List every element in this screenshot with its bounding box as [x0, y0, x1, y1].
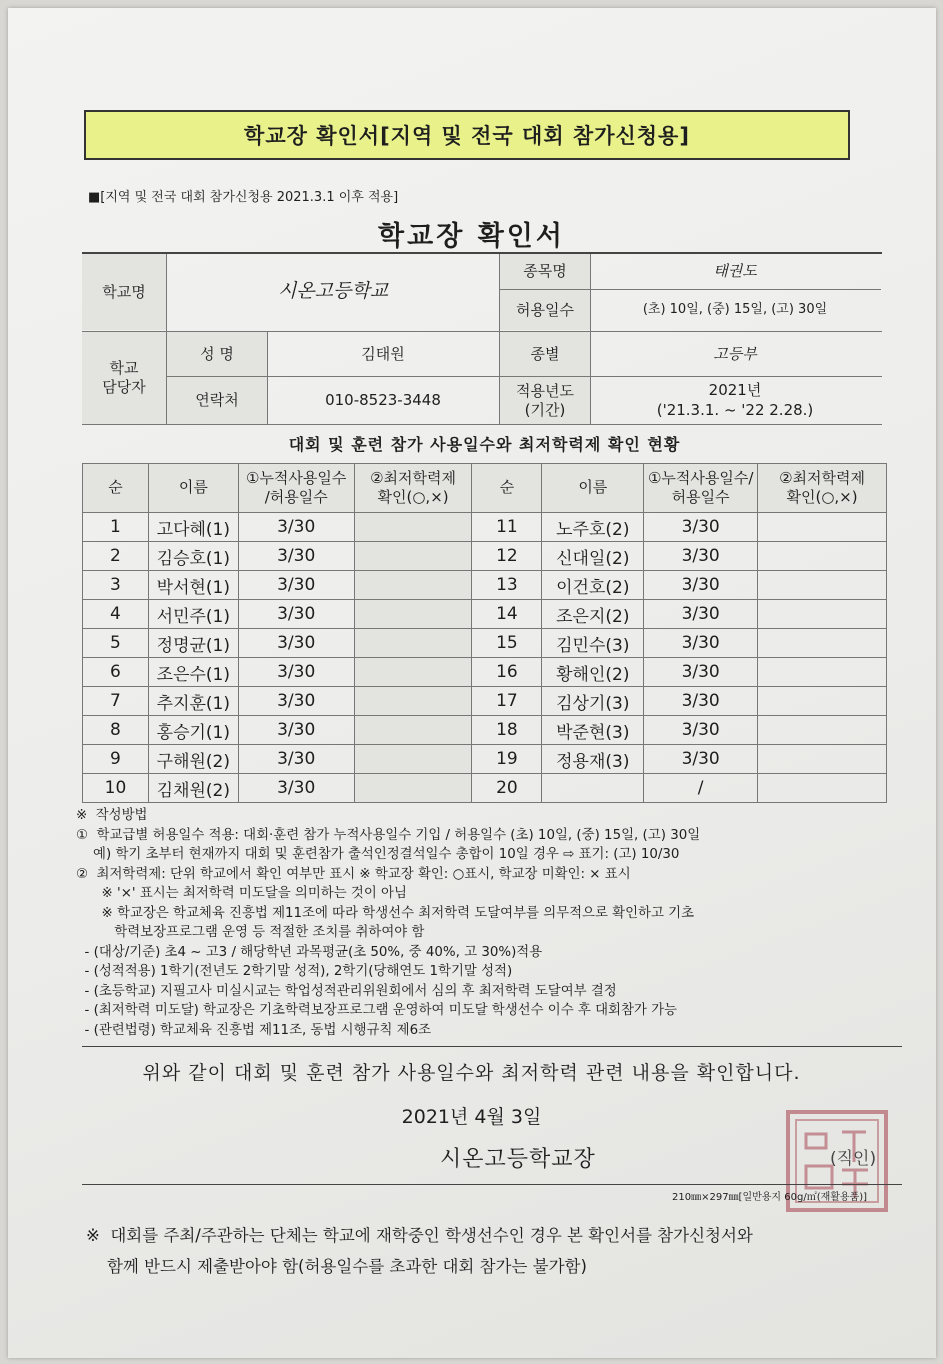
sport-label: 종목명 [500, 254, 590, 289]
student-name: 이건호(2) [542, 571, 644, 600]
school-label: 학교명 [82, 254, 166, 330]
col-name-left: 이름 [148, 464, 238, 513]
row-no: 9 [83, 745, 149, 774]
manager-label: 학교 담당자 [82, 332, 166, 424]
used-days: 3/30 [644, 745, 758, 774]
grid-line [590, 254, 591, 424]
min-academic-check [354, 716, 472, 745]
row-no: 15 [472, 629, 542, 658]
used-days: 3/30 [238, 687, 354, 716]
used-days: 3/30 [238, 600, 354, 629]
row-no: 7 [83, 687, 149, 716]
used-days: 3/30 [644, 542, 758, 571]
col-no-right: 순 [472, 464, 542, 513]
student-name: 추지훈(1) [148, 687, 238, 716]
row-no: 10 [83, 774, 149, 803]
name-label: 성 명 [167, 332, 267, 376]
student-name [542, 774, 644, 803]
grid-line [82, 331, 882, 332]
year-value: 2021년 [708, 381, 762, 399]
col-days-left: ①누적사용일수 /허용일수 [238, 464, 354, 513]
grid-line [499, 254, 500, 424]
table-row [83, 774, 887, 803]
writing-guide [76, 806, 906, 1040]
used-days: 3/30 [644, 629, 758, 658]
row-no: 18 [472, 716, 542, 745]
col-name-right: 이름 [542, 464, 644, 513]
table-row [83, 745, 887, 774]
row-no: 13 [472, 571, 542, 600]
student-name: 정명균(1) [148, 629, 238, 658]
guide-bottom-rule [82, 1046, 902, 1047]
min-academic-check [354, 571, 472, 600]
min-academic-check [758, 513, 887, 542]
min-academic-check [758, 571, 887, 600]
student-name: 조은지(2) [542, 600, 644, 629]
guide-line: ※ 학교장은 학교체육 진흥법 제11조에 따라 학생선수 최저학력 도달여부를 의무적으로 확인하고 기초 [76, 905, 695, 921]
grid-line [499, 289, 881, 290]
submission-footnote [86, 1220, 906, 1282]
min-academic-check [758, 716, 887, 745]
student-name: 김채원(2) [148, 774, 238, 803]
used-days: 3/30 [644, 658, 758, 687]
min-academic-check [758, 658, 887, 687]
guide-line: ※ 작성방법 [76, 808, 148, 823]
grid-line [166, 254, 167, 424]
used-days: 3/30 [238, 571, 354, 600]
student-name: 박서현(1) [148, 571, 238, 600]
school-value: 시온고등학교 [277, 280, 389, 303]
guide-line: 예) 학기 초부터 현재까지 대회 및 훈련참가 출석인정결석일수 총합이 10일 경우 ⇨ 표기: (고) 10/30 [76, 847, 680, 862]
table-row [83, 716, 887, 745]
student-name: 조은수(1) [148, 658, 238, 687]
row-no: 4 [83, 600, 149, 629]
col-no-left: 순 [83, 464, 149, 513]
grid-line [267, 332, 268, 424]
student-name: 홍승기(1) [148, 716, 238, 745]
guide-line: ① 학교급별 허용일수 적용: 대회·훈련 참가 누적사용일수 기입 / 허용일수 (초) 10일, (중) 15일, (고) 30일 [76, 827, 701, 843]
min-academic-check [758, 600, 887, 629]
allowed-days-label: 허용일수 [500, 290, 590, 330]
min-academic-check [354, 542, 472, 571]
seal-label: (직인) [830, 1149, 877, 1169]
used-days: 3/30 [238, 542, 354, 571]
division-label: 종별 [500, 332, 590, 376]
student-name: 서민주(1) [148, 600, 238, 629]
used-days: 3/30 [644, 513, 758, 542]
guide-line: - (관련법령) 학교체육 진흥법 제11조, 동법 시행규칙 제6조 [76, 1022, 432, 1038]
banner-title: 학교장 확인서[지역 및 전국 대회 참가신청용] [84, 110, 850, 160]
min-academic-check [758, 542, 887, 571]
confirmation-statement: 위와 같이 대회 및 훈련 참가 사용일수와 최저학력 관련 내용을 확인합니다. [142, 1062, 801, 1084]
student-name: 노주호(2) [542, 513, 644, 542]
year-cell [591, 377, 879, 424]
period-value: ('21.3.1. ~ '22 2.28.) [656, 400, 814, 419]
student-name: 황해인(2) [542, 658, 644, 687]
table-row [83, 513, 887, 542]
min-academic-check [354, 687, 472, 716]
form-title: 학교장 확인서 [378, 221, 565, 252]
table-row [83, 542, 887, 571]
principal-signature: 시온고등학교장 [440, 1147, 596, 1172]
student-name: 신대일(2) [542, 542, 644, 571]
min-academic-check [758, 629, 887, 658]
student-name: 정용재(3) [542, 745, 644, 774]
student-name: 고다혜(1) [148, 513, 238, 542]
footnote-line: 함께 반드시 제출받아야 함(허용일수를 초과한 대회 참가는 불가함) [86, 1257, 587, 1276]
division-value: 고등부 [713, 344, 757, 363]
guide-line: ② 최저학력제: 단위 학교에서 확인 여부만 표시 ※ 학교장 확인: ○표시, 학교장 미확인: × 표시 [76, 866, 631, 882]
issue-date: 2021년 4월 3일 [401, 1106, 542, 1128]
sport-value: 태권도 [713, 262, 757, 281]
col-days-right: ①누적사용일수/ 허용일수 [644, 464, 758, 513]
applicability-note: ■[지역 및 전국 대회 참가신청용 2021.3.1 이후 적용] [88, 190, 399, 205]
min-academic-check [758, 745, 887, 774]
row-no: 17 [472, 687, 542, 716]
allowed-days-value: (초) 10일, (중) 15일, (고) 30일 [642, 301, 828, 317]
row-no: 14 [472, 600, 542, 629]
contact-value: 010-8523-3448 [325, 391, 441, 410]
used-days: 3/30 [238, 745, 354, 774]
used-days: / [644, 774, 758, 803]
guide-line: - (최저학력 미도달) 학교장은 기초학력보장프로그램 운영하여 미도달 학생선수 이수 후 대회참가 가능 [76, 1003, 677, 1018]
name-value: 김태원 [361, 344, 405, 363]
table-row [83, 629, 887, 658]
student-name: 김상기(3) [542, 687, 644, 716]
status-subheading: 대회 및 훈련 참가 사용일수와 최저학력제 확인 현황 [288, 435, 681, 454]
used-days: 3/30 [644, 716, 758, 745]
used-days: 3/30 [238, 513, 354, 542]
min-academic-check [354, 513, 472, 542]
used-days: 3/30 [238, 716, 354, 745]
grid-line [166, 376, 882, 377]
min-academic-check [354, 745, 472, 774]
spec-rule [82, 1184, 902, 1185]
row-no: 16 [472, 658, 542, 687]
row-no: 11 [472, 513, 542, 542]
year-label: 적용년도 (기간) [500, 377, 590, 424]
min-academic-check [758, 687, 887, 716]
used-days: 3/30 [238, 629, 354, 658]
used-days: 3/30 [644, 600, 758, 629]
row-no: 5 [83, 629, 149, 658]
student-roster-table [82, 463, 887, 803]
table-row [83, 571, 887, 600]
grid-line [82, 424, 882, 425]
min-academic-check [758, 774, 887, 803]
guide-line: - (대상/기준) 초4 ~ 고3 / 해당학년 과목평균(초 50%, 중 40%, 고 30%)적용 [76, 944, 543, 960]
guide-line: 학력보장프로그램 운영 등 적절한 조치를 취하여야 함 [76, 925, 425, 940]
used-days: 3/30 [644, 571, 758, 600]
min-academic-check [354, 629, 472, 658]
student-name: 김승호(1) [148, 542, 238, 571]
table-row [83, 658, 887, 687]
table-row [83, 600, 887, 629]
row-no: 2 [83, 542, 149, 571]
row-no: 8 [83, 716, 149, 745]
min-academic-check [354, 774, 472, 803]
guide-line: ※ '×' 표시는 최저학력 미도달을 의미하는 것이 아님 [76, 886, 407, 901]
min-academic-check [354, 658, 472, 687]
col-check-left: ②최저학력제 확인(○,×) [354, 464, 472, 513]
table-header-row [83, 464, 887, 513]
col-check-right: ②최저학력제 확인(○,×) [758, 464, 887, 513]
paper-spec-note: 210㎜×297㎜[일반용지 60g/㎡(재활용품)] [672, 1192, 868, 1203]
used-days: 3/30 [238, 658, 354, 687]
footnote-line: ※ 대회를 주최/주관하는 단체는 학교에 재학중인 학생선수인 경우 본 확인서를 참가신청서와 [86, 1226, 753, 1245]
guide-line: - (초등학교) 지필고사 미실시교는 학업성적관리위원회에서 심의 후 최저학력 도달여부 결정 [76, 983, 617, 999]
table-row [83, 687, 887, 716]
min-academic-check [354, 600, 472, 629]
student-name: 박준현(3) [542, 716, 644, 745]
student-name: 구해원(2) [148, 745, 238, 774]
guide-line: - (성적적용) 1학기(전년도 2학기말 성적), 2학기(당해연도 1학기말 성적) [76, 964, 513, 979]
row-no: 1 [83, 513, 149, 542]
contact-label: 연락처 [167, 377, 267, 424]
row-no: 19 [472, 745, 542, 774]
used-days: 3/30 [238, 774, 354, 803]
row-no: 12 [472, 542, 542, 571]
student-name: 김민수(3) [542, 629, 644, 658]
row-no: 6 [83, 658, 149, 687]
used-days: 3/30 [644, 687, 758, 716]
row-no: 3 [83, 571, 149, 600]
row-no: 20 [472, 774, 542, 803]
